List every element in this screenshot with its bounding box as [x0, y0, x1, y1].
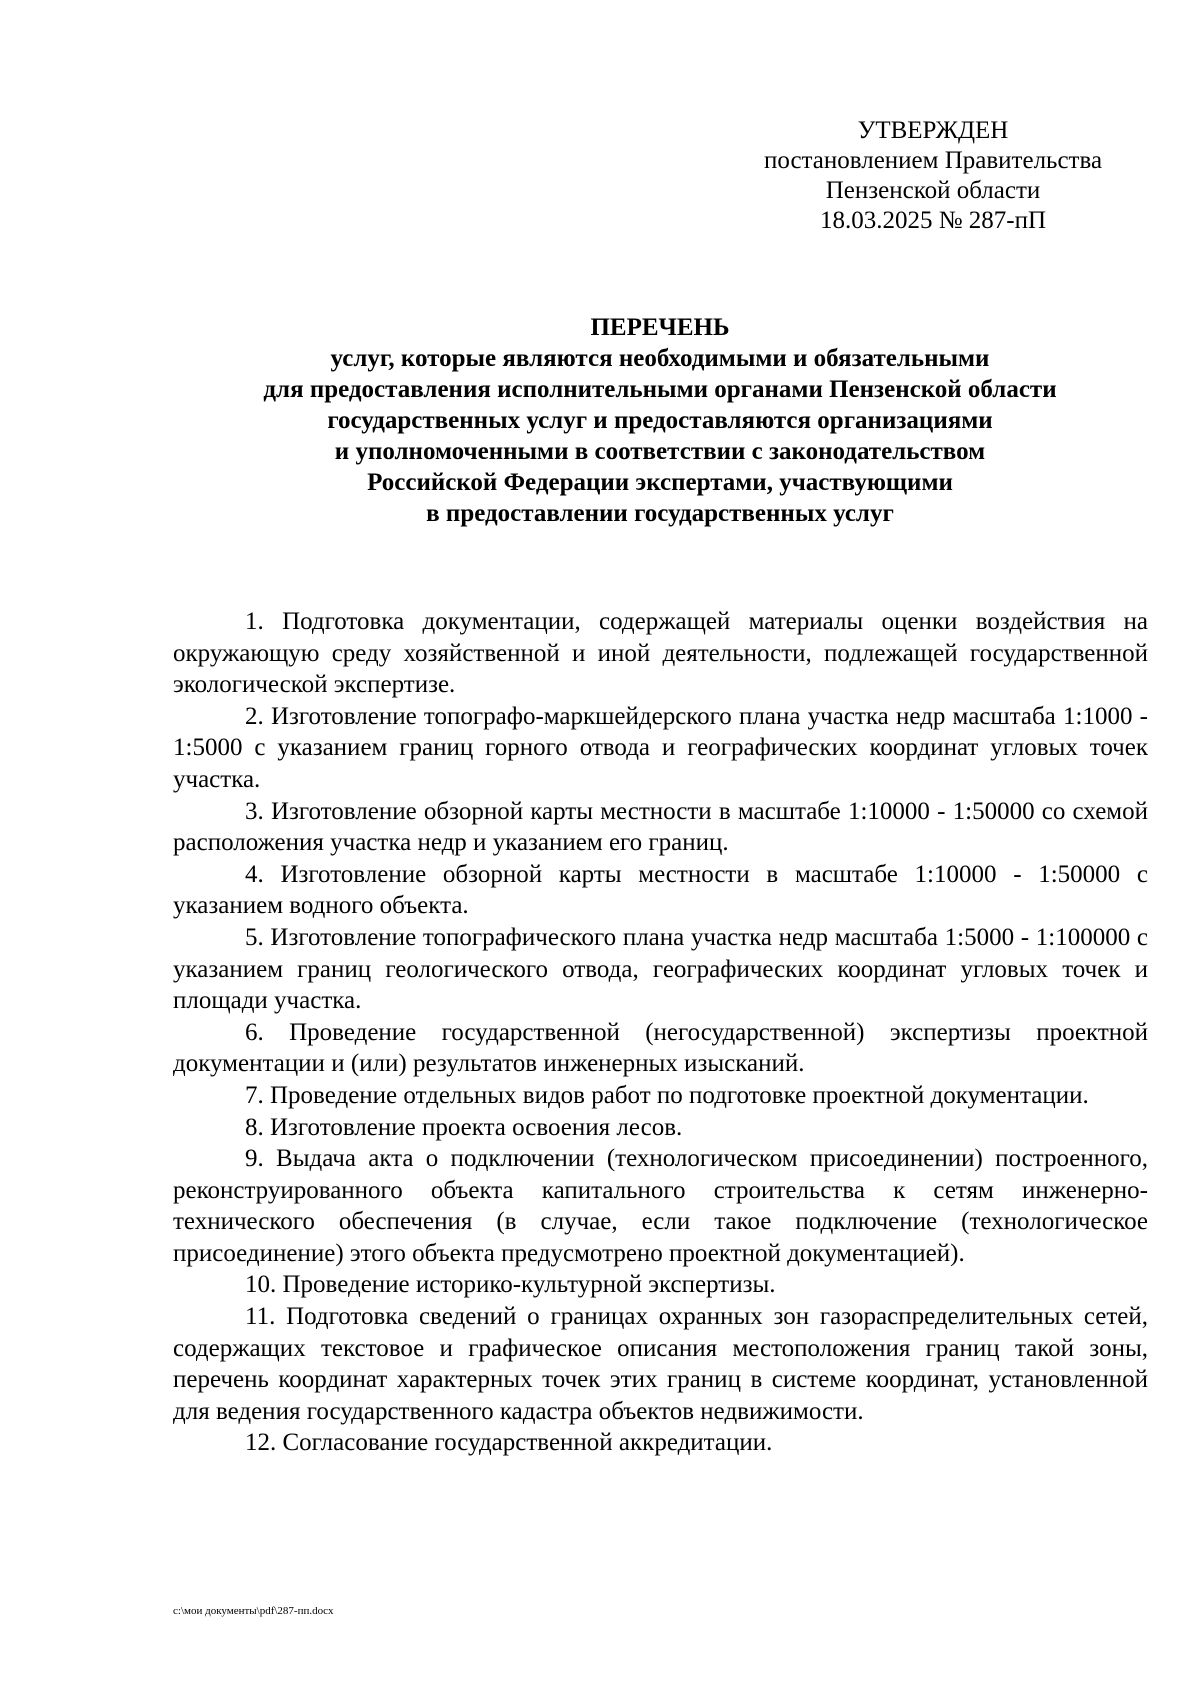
list-item: 12. Согласование государственной аккредитации.: [245, 1429, 773, 1457]
title-line: услуг, которые являются необходимыми и обязательными: [330, 345, 990, 372]
list-item: 4. Изготовление обзорной карты местности в масштабе 1:10000 - 1:50000 с указанием водного объекта.: [173, 860, 1148, 920]
approval-stamp: [733, 116, 1133, 236]
title-heading: ПЕРЕЧЕНЬ: [590, 314, 730, 341]
title-line: для предоставления исполнительными органами Пензенской области: [263, 376, 1057, 403]
list-item: 8. Изготовление проекта освоения лесов.: [245, 1113, 683, 1141]
document-title: [170, 312, 1150, 529]
approval-status: УТВЕРЖДЕН: [857, 117, 1009, 144]
title-line: Российской Федерации экспертами, участвующими: [367, 469, 953, 496]
list-item: 11. Подготовка сведений о границах охранных зон газораспределительных сетей, содержащих текстовое и графическое описания местоположения границ такой зоны, перечень координат характерных точек этих границ в системе координат, установленной для ведения государственного кадастра объектов недвижимости.: [173, 1303, 1148, 1425]
list-item: 1. Подготовка документации, содержащей материалы оценки воздействия на окружающую среду хозяйственной и иной деятельности, подлежащей государственной экологической экспертизе.: [173, 608, 1148, 699]
list-item: 3. Изготовление обзорной карты местности в масштабе 1:10000 - 1:50000 со схемой расположения участка недр и указанием его границ.: [173, 797, 1148, 857]
approval-decree-type: постановлением Правительства: [763, 147, 1103, 174]
list-item: 5. Изготовление топографического плана участка недр масштаба 1:5000 - 1:100000 с указанием границ геологического отвода, географических координат угловых точек и площади участка.: [173, 923, 1148, 1015]
title-line: и уполномоченными в соответствии с законодательством: [334, 438, 986, 465]
approval-date-number: 18.03.2025 № 287-пП: [819, 207, 1047, 234]
services-list: [173, 606, 1148, 1459]
approval-region: Пензенской области: [825, 177, 1041, 204]
title-line: государственных услуг и предоставляются организациями: [327, 407, 993, 434]
footer-file-path: c:\мои документы\pdf\287-пп.docx: [173, 1605, 334, 1617]
list-item: 2. Изготовление топографо-маркшейдерского плана участка недр масштаба 1:1000 - 1:5000 с указанием границ горного отвода и географических координат угловых точек участка.: [173, 702, 1148, 793]
list-item: 6. Проведение государственной (негосударственной) экспертизы проектной документации и (или) результатов инженерных изысканий.: [173, 1018, 1148, 1078]
list-item: 7. Проведение отдельных видов работ по подготовке проектной документации.: [245, 1081, 1089, 1109]
list-item: 9. Выдача акта о подключении (технологическом присоединении) построенного, реконструированного объекта капитального строительства к сетям инженерно-технического обеспечения (в случае, если такое подключение (технологическое присоединение) этого объекта предусмотрено проектной документацией).: [173, 1145, 1148, 1267]
title-line: в предоставлении государственных услуг: [426, 500, 894, 527]
list-item: 10. Проведение историко-культурной экспертизы.: [245, 1271, 776, 1299]
